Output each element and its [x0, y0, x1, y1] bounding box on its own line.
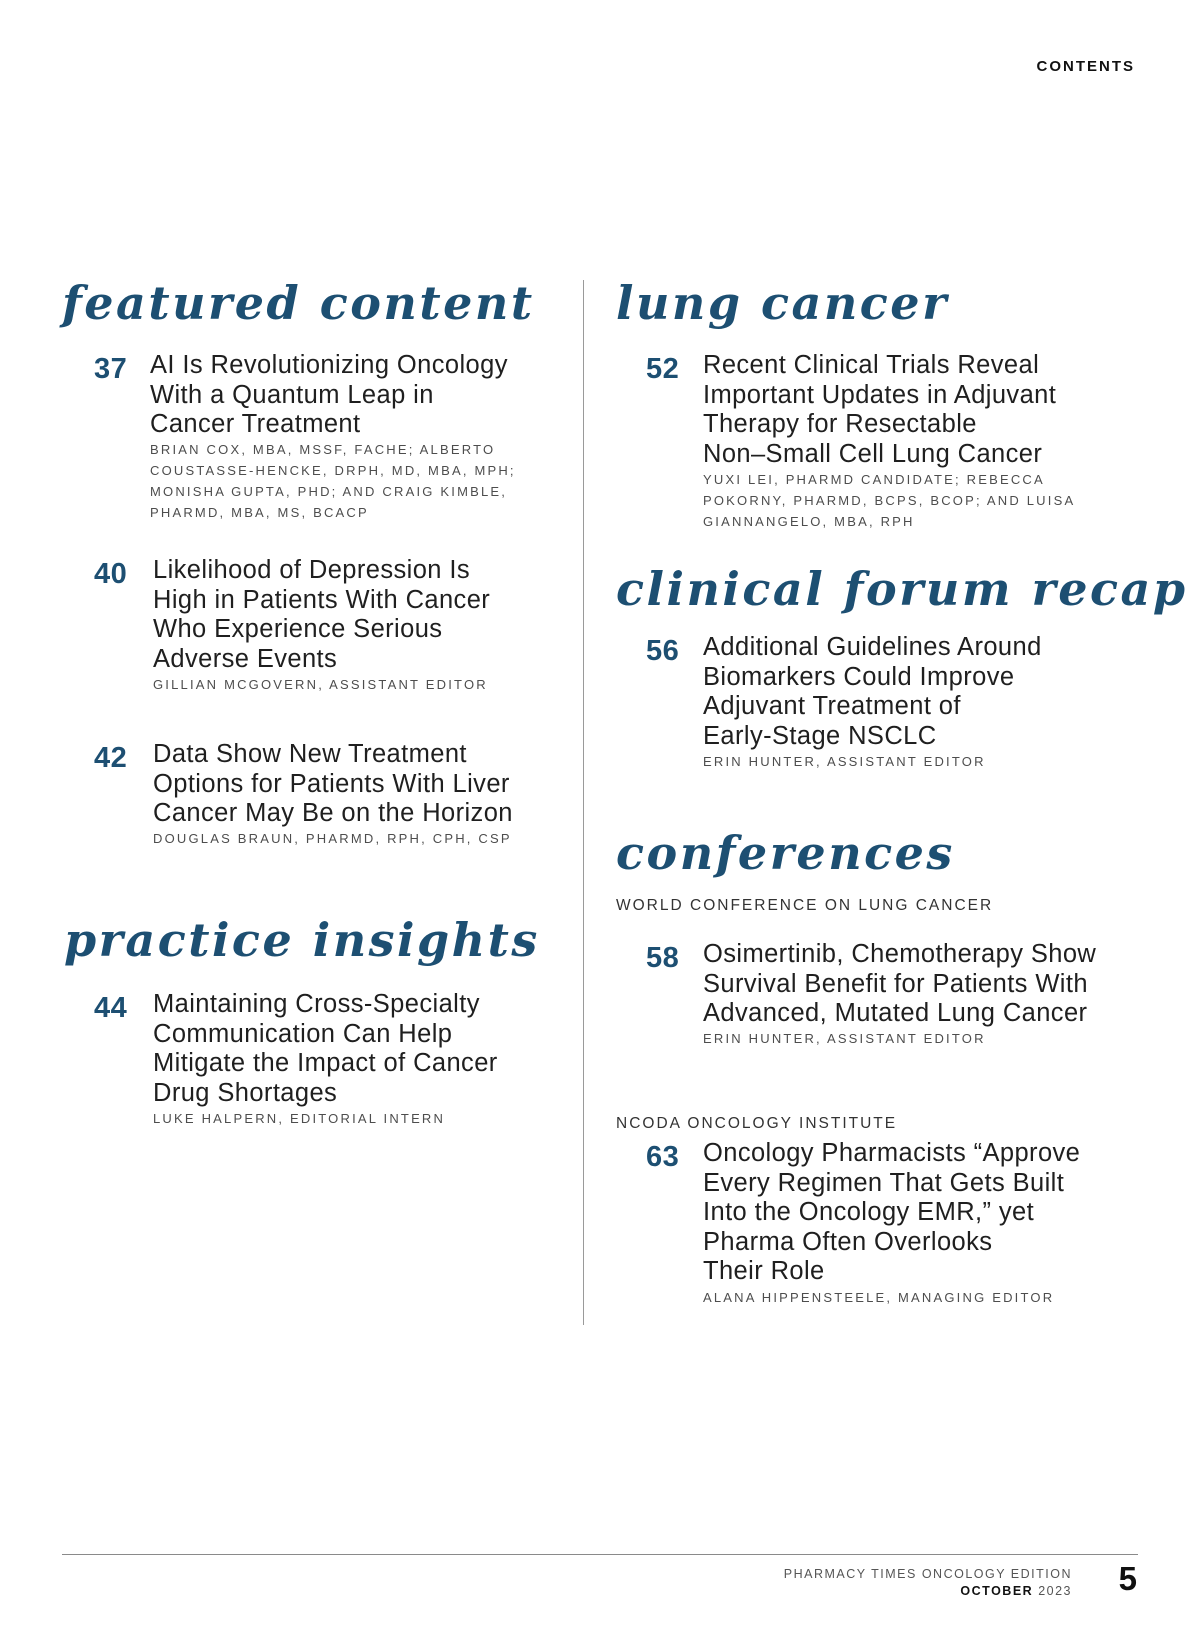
- page-number: 42: [94, 742, 128, 774]
- section-title-clinical-forum-recap: clinical forum recap: [616, 562, 1188, 616]
- footer-publication: PHARMACY TIMES ONCOLOGY EDITION OCTOBER 2023: [783, 1567, 1072, 1598]
- section-title-featured-content: featured content: [62, 276, 535, 330]
- page-number: 40: [94, 558, 128, 590]
- footer-page-number: 5: [1118, 1560, 1137, 1597]
- page-number: 52: [646, 353, 680, 385]
- section-title-practice-insights: practice insights: [64, 913, 540, 967]
- section-title-lung-cancer: lung cancer: [616, 276, 949, 330]
- section-title-conferences: conferences: [616, 826, 955, 880]
- article-authors: ALANA HIPPENSTEELE, MANAGING EDITOR: [703, 1290, 1055, 1305]
- article-title[interactable]: Likelihood of Depression Is High in Patients With Cancer Who Experience Serious Adverse Events: [153, 556, 491, 673]
- page-number: 63: [646, 1141, 680, 1173]
- article-title[interactable]: Data Show New Treatment Options for Patients With Liver Cancer May Be on the Horizon: [153, 740, 513, 827]
- article-authors: DOUGLAS BRAUN, PHARMD, RPH, CPH, CSP: [153, 831, 512, 846]
- footer-year: 2023: [1038, 1584, 1072, 1598]
- article-authors: ERIN HUNTER, ASSISTANT EDITOR: [703, 1031, 986, 1046]
- article-title[interactable]: AI Is Revolutionizing Oncology With a Quantum Leap in Cancer Treatment: [150, 351, 508, 438]
- conference-kicker-ncoda: NCODA ONCOLOGY INSTITUTE: [616, 1115, 898, 1132]
- contents-header: CONTENTS: [1036, 58, 1135, 75]
- footer-rule: [62, 1554, 1138, 1555]
- page-number: 58: [646, 942, 680, 974]
- article-authors: GILLIAN MCGOVERN, ASSISTANT EDITOR: [153, 677, 488, 692]
- article-authors: YUXI LEI, PHARMD CANDIDATE; REBECCA POKORNY, PHARMD, BCPS, BCOP; AND LUISA GIANNANGELO, MBA, RPH: [703, 472, 1076, 529]
- conference-kicker-wclc: WORLD CONFERENCE ON LUNG CANCER: [616, 897, 994, 914]
- page-number: 37: [94, 353, 128, 385]
- article-title[interactable]: Maintaining Cross-Specialty Communication Can Help Mitigate the Impact of Cancer Drug Shortages: [153, 990, 498, 1107]
- article-title[interactable]: Oncology Pharmacists “Approve Every Regimen That Gets Built Into the Oncology EMR,” yet Pharma Often Overlooks Their Role: [703, 1139, 1081, 1285]
- article-title[interactable]: Additional Guidelines Around Biomarkers Could Improve Adjuvant Treatment of Early-Stage NSCLC: [703, 633, 1042, 750]
- article-title[interactable]: Recent Clinical Trials Reveal Important Updates in Adjuvant Therapy for Resectable Non–Small Cell Lung Cancer: [703, 351, 1057, 468]
- column-divider: [583, 280, 584, 1325]
- page-number: 44: [94, 992, 128, 1024]
- article-authors: LUKE HALPERN, EDITORIAL INTERN: [153, 1111, 446, 1126]
- article-authors: BRIAN COX, MBA, MSSF, FACHE; ALBERTO COUSTASSE-HENCKE, DRPH, MD, MBA, MPH; MONISHA GUPTA, PHD; AND CRAIG KIMBLE, PHARMD, MBA, MS, BCACP: [150, 442, 516, 520]
- page-number: 56: [646, 635, 680, 667]
- article-title[interactable]: Osimertinib, Chemotherapy Show Survival Benefit for Patients With Advanced, Mutated Lung Cancer: [703, 940, 1097, 1027]
- article-authors: ERIN HUNTER, ASSISTANT EDITOR: [703, 754, 986, 769]
- footer-month: OCTOBER: [960, 1584, 1034, 1598]
